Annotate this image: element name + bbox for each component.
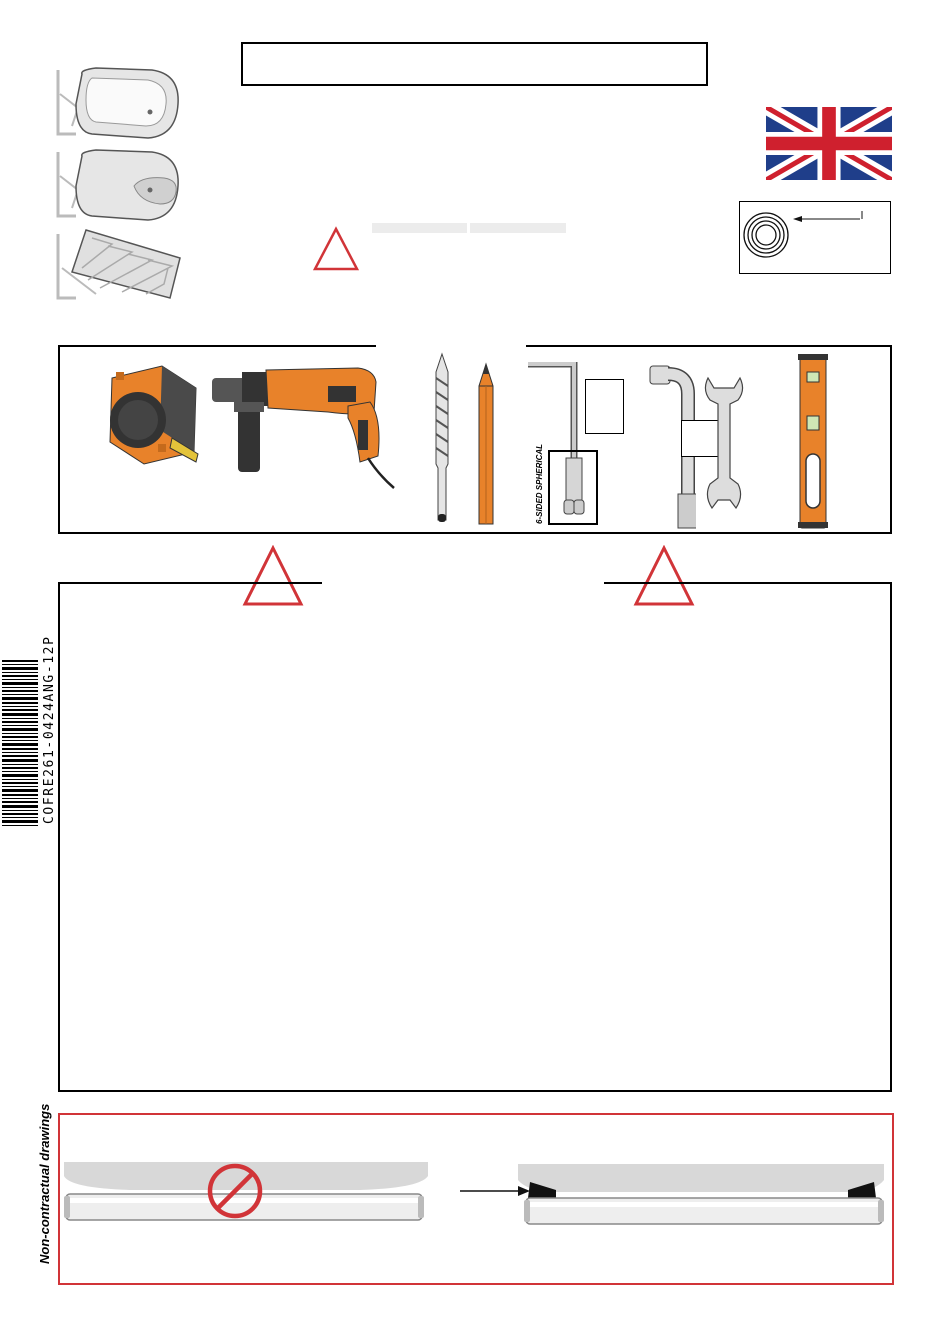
barcode-icon [2,658,38,828]
tape-measure-icon [100,362,204,468]
gray-bar [372,223,467,233]
hull-mount-icon [58,68,178,138]
prohibited-icon [206,1162,264,1220]
open-end-wrench-icon [700,374,748,512]
hex-key-detail-box [548,450,598,525]
hull-mount-icon [58,230,180,298]
hex-size-box [585,379,624,434]
coil-icon [740,202,890,272]
main-box-gap [322,578,604,586]
drill-icon [208,362,398,490]
warning-icon [312,226,360,272]
gray-bar [470,223,566,233]
uk-flag-icon [766,107,892,180]
reference-code: COFRE261-0424ANG-12P [42,635,57,824]
side-note: Non-contractual drawings [37,1103,52,1264]
pencil-icon [476,362,496,528]
drill-bit-icon [431,352,453,526]
title-box [241,42,708,86]
tools-box-gap [376,341,526,349]
spirit-level-icon [796,354,830,530]
hull-mount-icon [58,150,178,220]
main-content-box [58,582,892,1092]
correct-mount-illustration [516,1160,888,1230]
product-thumbnails [52,64,187,304]
hex-key-label: 6-SIDED SPHERICAL [535,443,544,524]
